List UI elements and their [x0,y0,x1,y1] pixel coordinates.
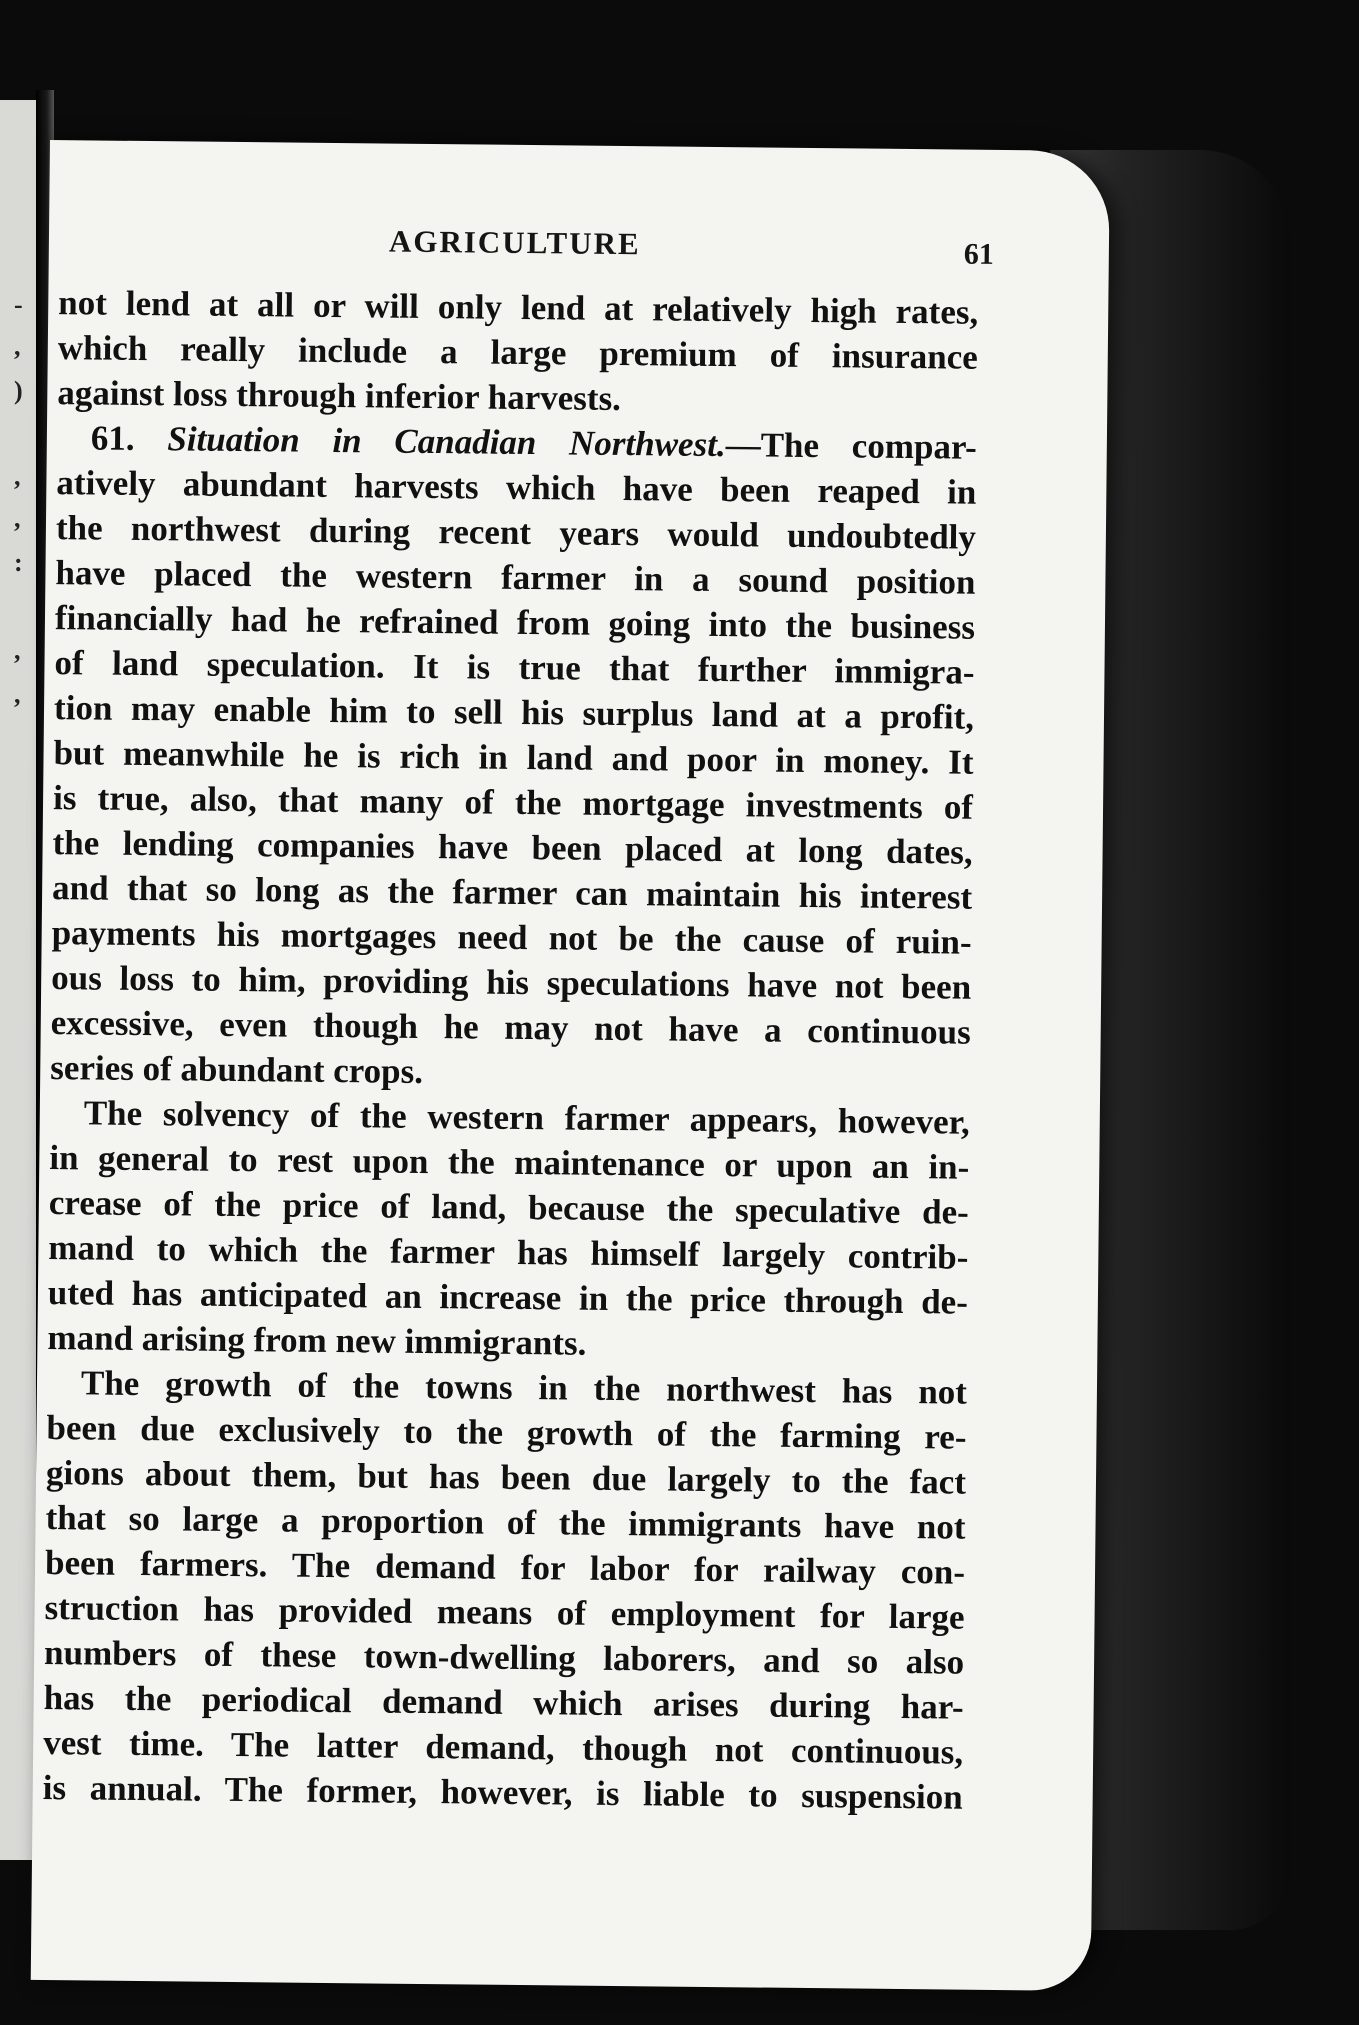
paragraph [50,415,977,1100]
text-line: payments his mortgages need not be the cause of ruin- [51,913,972,962]
text-line: the lending companies have been placed at long dates, [52,823,973,872]
margin-mark: ) [14,376,23,405]
text-line: has the periodical demand which arises during har- [43,1678,964,1727]
text-line: that so large a proportion of the immigrants have not [45,1498,966,1547]
text-line: tion may enable him to sell his surplus land at a profit, [53,688,975,737]
text-line: and that so long as the farmer can maintain his interest [51,868,973,917]
text-line: The growth of the towns in the northwest has not [80,1363,968,1412]
text-line: ous loss to him, providing his speculations have not been [51,958,972,1007]
text-line: crease of the price of land, because the speculative de- [48,1183,970,1232]
text-line: mand arising from new immigrants. [47,1318,587,1363]
text-line: against loss through inferior harvests. [57,373,622,418]
text-line: struction has provided means of employment for large [44,1588,965,1637]
section-number: 61. [90,418,135,458]
paragraph [57,280,978,425]
page-title: AGRICULTURE [388,223,641,262]
text-line: financially had he refrained from going into the business [54,598,976,647]
text-line: which really include a large premium of insurance [57,328,978,377]
page-number: 61 [963,237,995,271]
margin-mark: - [14,290,23,319]
text-body [43,280,979,1820]
margin-mark: , [14,504,21,533]
text-line: gions about them, but has been due largely to the fact [45,1453,967,1502]
margin-mark: , [14,332,21,361]
text-line: —The compar- [725,425,978,467]
margin-mark: , [14,680,21,709]
running-head [49,220,1059,281]
text-line: uted has anticipated an increase in the price through de- [47,1273,969,1322]
text-line: been due exclusively to the growth of the farming re- [46,1408,967,1457]
text-line: is annual. The former, however, is liable to suspension [42,1768,963,1817]
margin-mark: : [14,548,23,577]
section-title: Situation in Canadian Northwest. [167,419,726,465]
paragraph [47,1090,970,1370]
adjacent-page-edge [0,100,36,1860]
text-line: numbers of these town-dwelling laborers, and so also [43,1633,965,1682]
text-line: The solvency of the western farmer appears, however, [83,1093,970,1142]
text-line: not lend at all or will only lend at relatively high rates, [58,283,979,332]
text-line: in general to rest upon the maintenance or upon an in- [49,1138,970,1187]
text-line: but meanwhile he is rich in land and poor in money. It [53,733,974,782]
text-line: vest time. The latter demand, though not continuous, [43,1723,964,1772]
margin-mark: , [14,636,21,665]
book-page [31,140,1110,1991]
text-line: the northwest during recent years would undoubtedly [55,508,977,557]
text-line: been farmers. The demand for labor for railway con- [44,1543,966,1592]
text-line: mand to which the farmer has himself largely contrib- [48,1228,969,1277]
margin-mark: , [14,462,21,491]
text-line: is true, also, that many of the mortgage investments of [52,778,974,827]
text-line: excessive, even though he may not have a continuous [50,1003,971,1052]
text-line: have placed the western farmer in a sound position [55,553,976,602]
paragraph [43,1360,968,1820]
text-line: atively abundant harvests which have been reaped in [56,463,977,512]
text-line: series of abundant crops. [50,1048,424,1091]
text-line: of land speculation. It is true that further immigra- [54,643,975,692]
